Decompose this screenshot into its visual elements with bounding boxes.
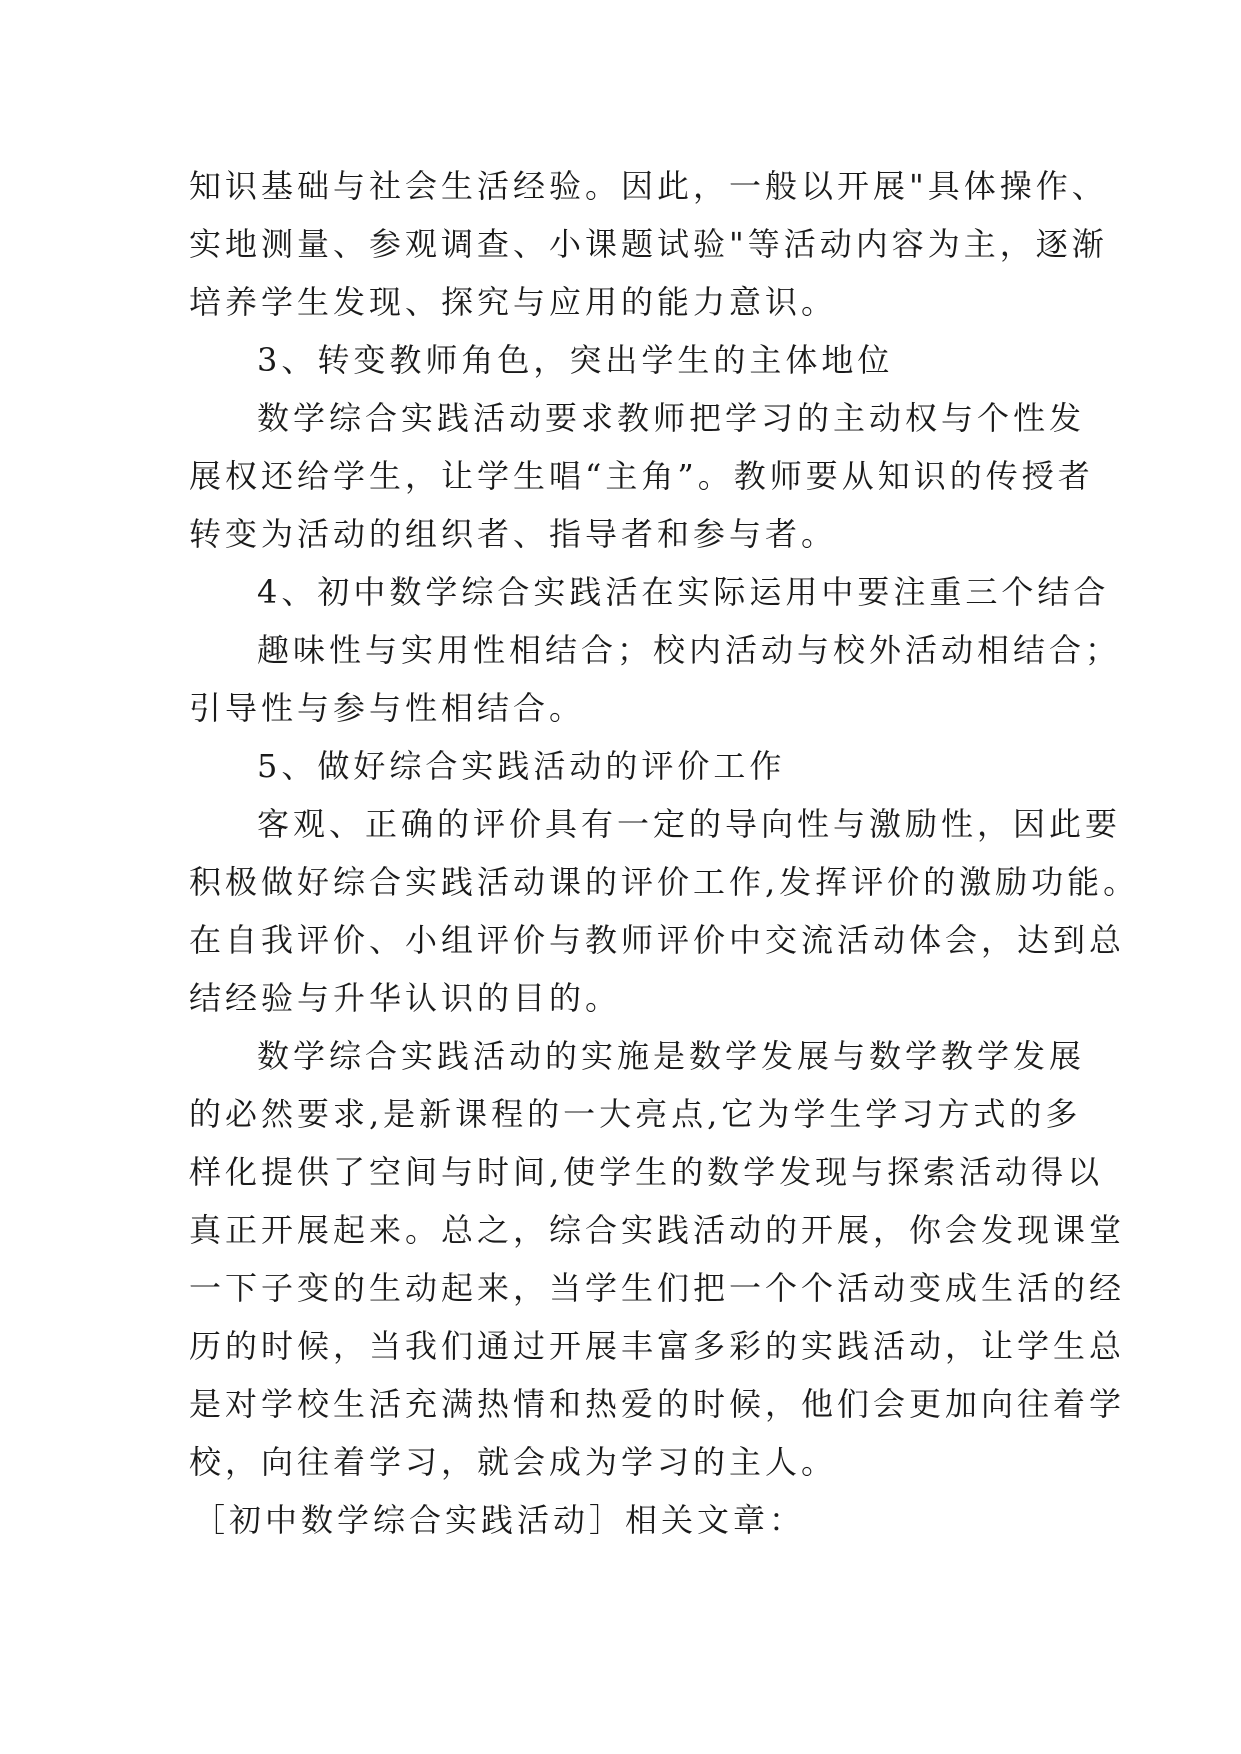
paragraph-line: 客观、正确的评价具有一定的导向性与激励性，因此要 (257, 805, 1122, 843)
paragraph-line: 是对学校生活充满热情和热爱的时候，他们会更加向往着学 (189, 1385, 1126, 1423)
paragraph-line: 历的时候，当我们通过开展丰富多彩的实践活动，让学生总 (189, 1327, 1126, 1365)
paragraph-line: 展权还给学生，让学生唱“主角”。教师要从知识的传授者 (189, 457, 1094, 495)
paragraph-line: 一下子变的生动起来，当学生们把一个个活动变成生活的经 (189, 1269, 1126, 1307)
paragraph-line: 真正开展起来。总之，综合实践活动的开展，你会发现课堂 (189, 1211, 1126, 1249)
paragraph-line: 结经验与升华认识的目的。 (189, 979, 622, 1017)
section-heading: 4、初中数学综合实践活在实际运用中要注重三个结合 (257, 573, 1110, 611)
paragraph-line: 转变为活动的组织者、指导者和参与者。 (189, 515, 838, 553)
section-heading: 3、转变教师角色，突出学生的主体地位 (257, 341, 894, 379)
paragraph-line: 培养学生发现、探究与应用的能力意识。 (189, 283, 838, 321)
paragraph-line: 校，向往着学习，就会成为学习的主人。 (189, 1443, 838, 1481)
paragraph-line: 数学综合实践活动要求教师把学习的主动权与个性发 (257, 399, 1086, 437)
paragraph-line: 样化提供了空间与时间,使学生的数学发现与探索活动得以 (189, 1153, 1104, 1191)
section-heading: 5、做好综合实践活动的评价工作 (257, 747, 786, 785)
paragraph-line: 知识基础与社会生活经验。因此，一般以开展"具体操作、 (189, 167, 1108, 205)
paragraph-line: 趣味性与实用性相结合；校内活动与校外活动相结合； (257, 631, 1122, 669)
paragraph-line: 引导性与参与性相结合。 (189, 689, 586, 727)
paragraph-line: 积极做好综合实践活动课的评价工作,发挥评价的激励功能。 (189, 863, 1140, 901)
paragraph-line: 在自我评价、小组评价与教师评价中交流活动体会，达到总 (189, 921, 1126, 959)
paragraph-line: 数学综合实践活动的实施是数学发展与数学教学发展 (257, 1037, 1086, 1075)
paragraph-line: 的必然要求,是新课程的一大亮点,它为学生学习方式的多 (189, 1095, 1082, 1133)
paragraph-line: 实地测量、参观调查、小课题试验"等活动内容为主，逐渐 (189, 225, 1108, 263)
related-articles-heading: ［初中数学综合实践活动］相关文章： (193, 1501, 806, 1539)
